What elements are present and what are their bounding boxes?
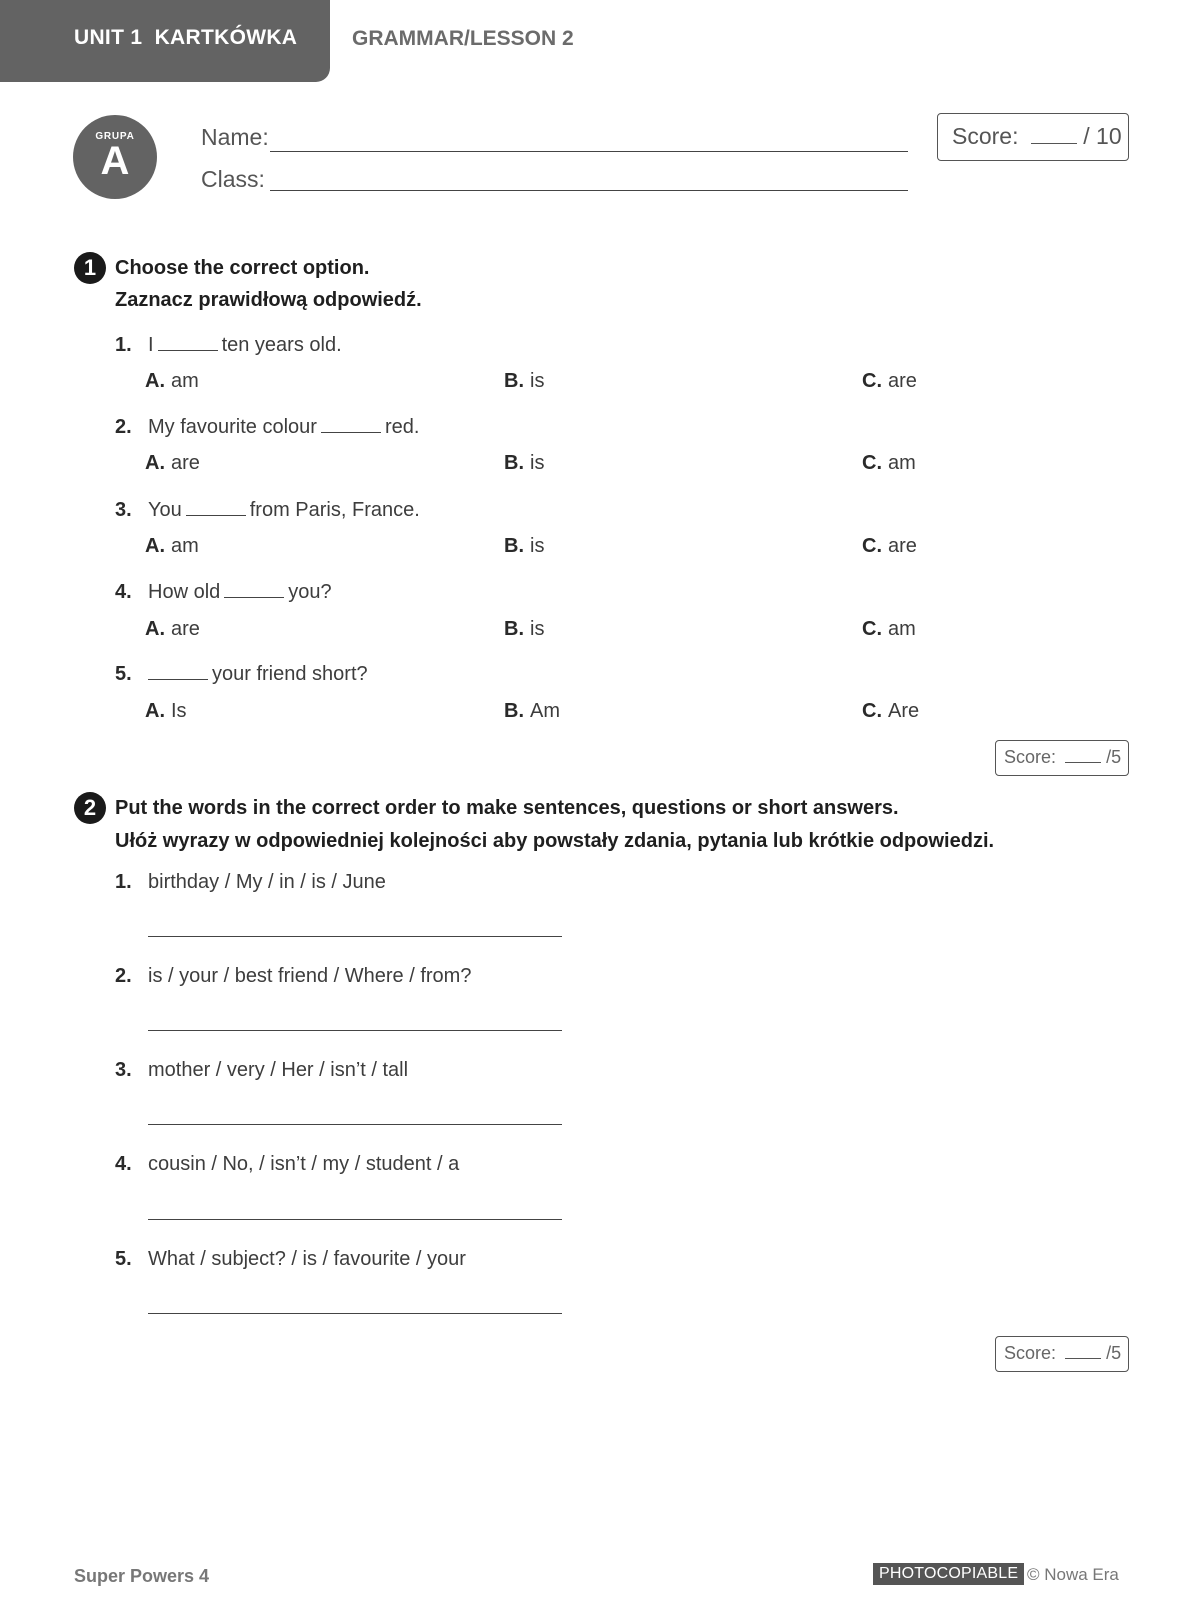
exercise-1-title-pl: Zaznacz prawidłową odpowiedź. [115,289,422,311]
question-number: 3. [115,499,132,521]
group-badge [73,115,157,199]
class-label: Class: [201,166,265,192]
answer-gap [148,665,208,680]
question-text-after: ten years old. [221,334,342,356]
option-c[interactable]: C. are [862,535,917,557]
item-words: What / subject? / is / favourite / your [148,1248,466,1270]
exercise-1-score-box [995,740,1129,776]
score-label: Score: [1004,747,1057,767]
name-field[interactable] [270,151,908,152]
answer-line[interactable] [148,1030,562,1031]
answer-line[interactable] [148,936,562,937]
total-score-box [937,113,1129,161]
question-number: 4. [115,581,132,603]
option-a[interactable]: A. are [145,618,200,640]
group-label: GRUPA [95,131,135,142]
question-text [148,663,368,686]
question-number: 2. [115,416,132,438]
answer-gap [186,501,246,516]
option-c[interactable]: C. am [862,618,916,640]
option-c[interactable]: C. am [862,452,916,474]
answer-gap [321,418,381,433]
book-title: Super Powers 4 [74,1566,210,1586]
total-score-label: Score: [952,123,1019,149]
item-words: is / your / best friend / Where / from? [148,965,472,987]
option-a[interactable]: A. Is [145,700,187,722]
question-text-before: How old [148,581,221,603]
exercise-2-title-en: Put the words in the correct order to make sentences, questions or short answers. [115,797,899,819]
item-words: mother / very / Her / isn’t / tall [148,1059,409,1081]
option-b[interactable]: B. is [504,618,545,640]
photocopiable-badge: PHOTOCOPIABLE [873,1563,1024,1585]
question-text [148,334,342,357]
option-a[interactable]: A. am [145,370,199,392]
item-number: 2. [115,965,132,987]
question-text-after: you? [288,581,332,603]
score-max: /5 [1106,747,1122,767]
option-b[interactable]: B. is [504,370,545,392]
option-c[interactable]: C. Are [862,700,920,722]
exercise-2-title-pl: Ułóż wyrazy w odpowiedniej kolejności aby powstały zdania, pytania lub krótkie odpowiedzi. [115,830,995,852]
score-max: /5 [1106,1343,1122,1363]
question-text [148,581,332,604]
group-letter: A [100,139,130,183]
exercise-1-title-en: Choose the correct option. [115,257,370,279]
question-number: 5. [115,663,132,685]
option-b[interactable]: B. Am [504,700,560,722]
score-blank[interactable] [1065,762,1101,763]
score-label: Score: [1004,1343,1057,1363]
option-b[interactable]: B. is [504,535,545,557]
option-c[interactable]: C. are [862,370,917,392]
answer-line[interactable] [148,1313,562,1314]
total-score-blank[interactable] [1031,143,1077,144]
question-text-before: You [148,499,182,521]
exercise-2-number: 2 [74,792,106,824]
item-number: 4. [115,1153,132,1175]
question-text-after: your friend short? [212,663,368,685]
answer-gap [158,336,218,351]
item-words: birthday / My / in / is / June [148,871,386,893]
answer-line[interactable] [148,1219,562,1220]
copyright: © Nowa Era [1027,1565,1119,1584]
answer-gap [224,583,284,598]
exercise-2-score-box [995,1336,1129,1372]
exercise-1-number: 1 [74,252,106,284]
item-number: 3. [115,1059,132,1081]
option-a[interactable]: A. are [145,452,200,474]
name-label: Name: [201,124,269,150]
option-a[interactable]: A. am [145,535,199,557]
item-number: 1. [115,871,132,893]
question-number: 1. [115,334,132,356]
class-field[interactable] [270,190,908,191]
question-text-after: from Paris, France. [249,499,420,521]
item-words: cousin / No, / isn’t / my / student / a [148,1153,460,1175]
question-text [148,499,420,522]
question-text-before: I [148,334,154,356]
unit-title: UNIT 1 KARTKÓWKA [74,26,298,49]
total-score-max: / 10 [1083,123,1122,149]
item-number: 5. [115,1248,132,1270]
question-text-after: red. [384,416,420,438]
score-blank[interactable] [1065,1358,1101,1359]
option-b[interactable]: B. is [504,452,545,474]
question-text [148,416,419,439]
section-title: GRAMMAR/LESSON 2 [352,27,574,50]
question-text-before: My favourite colour [148,416,317,438]
answer-line[interactable] [148,1124,562,1125]
